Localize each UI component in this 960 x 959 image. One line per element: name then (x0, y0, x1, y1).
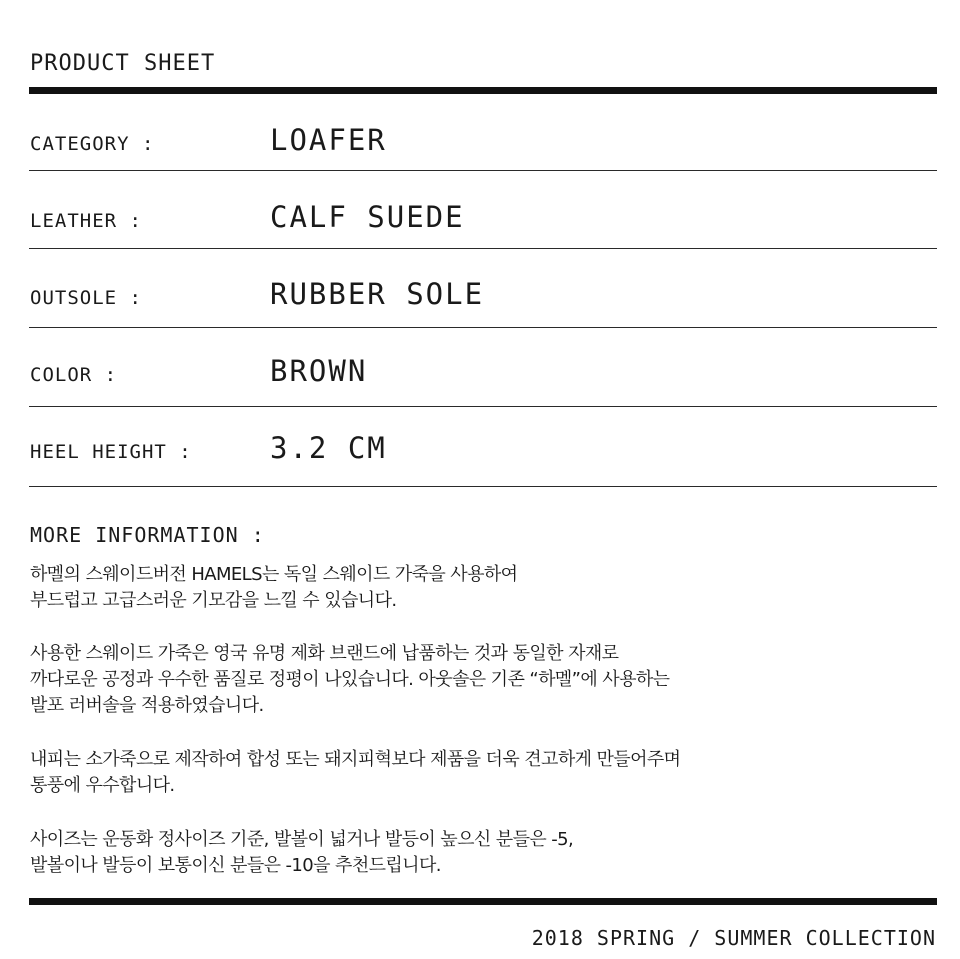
bottom-divider (29, 898, 937, 905)
spec-row-heel-height (30, 426, 936, 504)
info-line: 발포 러버솔을 적용하였습니다. (30, 695, 264, 716)
info-line: 통풍에 우수합니다. (30, 775, 175, 796)
row-divider (29, 248, 937, 249)
info-line: 발볼이나 발등이 보통이신 분들은 -10을 추천드립니다. (30, 855, 441, 876)
info-line: 사용한 스웨이드 가죽은 영국 유명 제화 브랜드에 납품하는 것과 동일한 자재로 (30, 643, 619, 664)
spec-label: COLOR : (30, 364, 118, 386)
info-line: 부드럽고 고급스러운 기모감을 느낄 수 있습니다. (30, 590, 397, 611)
spec-row-category (30, 118, 936, 196)
spec-value: BROWN (270, 354, 368, 388)
row-divider (29, 170, 937, 171)
spec-row-leather (30, 195, 936, 273)
spec-label: HEEL HEIGHT : (30, 441, 192, 463)
info-paragraph (30, 827, 930, 879)
spec-value: RUBBER SOLE (270, 277, 485, 311)
page-title: PRODUCT SHEET (30, 51, 216, 76)
info-line: 하멜의 스웨이드버전 HAMELS는 독일 스웨이드 가죽을 사용하여 (30, 564, 518, 585)
spec-row-outsole (30, 272, 936, 350)
info-paragraph (30, 641, 930, 719)
spec-value: LOAFER (270, 123, 387, 157)
row-divider (29, 327, 937, 328)
info-line: 내피는 소가죽으로 제작하여 합성 또는 돼지피혁보다 제품을 더욱 견고하게 만들어주며 (30, 749, 681, 770)
spec-label: LEATHER : (30, 210, 142, 232)
collection-footer: 2018 SPRING / SUMMER COLLECTION (531, 926, 936, 950)
top-divider (29, 87, 937, 94)
spec-row-color (30, 349, 936, 427)
spec-value: CALF SUEDE (270, 200, 465, 234)
info-line: 까다로운 공정과 우수한 품질로 정평이 나있습니다. 아웃솔은 기존 “하멜”에 사용하는 (30, 669, 670, 690)
spec-value: 3.2 CM (270, 431, 387, 465)
info-line: 사이즈는 운동화 정사이즈 기준, 발볼이 넓거나 발등이 높으신 분들은 -5, (30, 829, 574, 850)
spec-label: OUTSOLE : (30, 287, 142, 309)
info-paragraph (30, 747, 930, 799)
row-divider (29, 406, 937, 407)
row-divider (29, 486, 937, 487)
info-paragraph (30, 562, 930, 614)
spec-label: CATEGORY : (30, 133, 155, 155)
more-info-heading: MORE INFORMATION : (30, 523, 265, 547)
